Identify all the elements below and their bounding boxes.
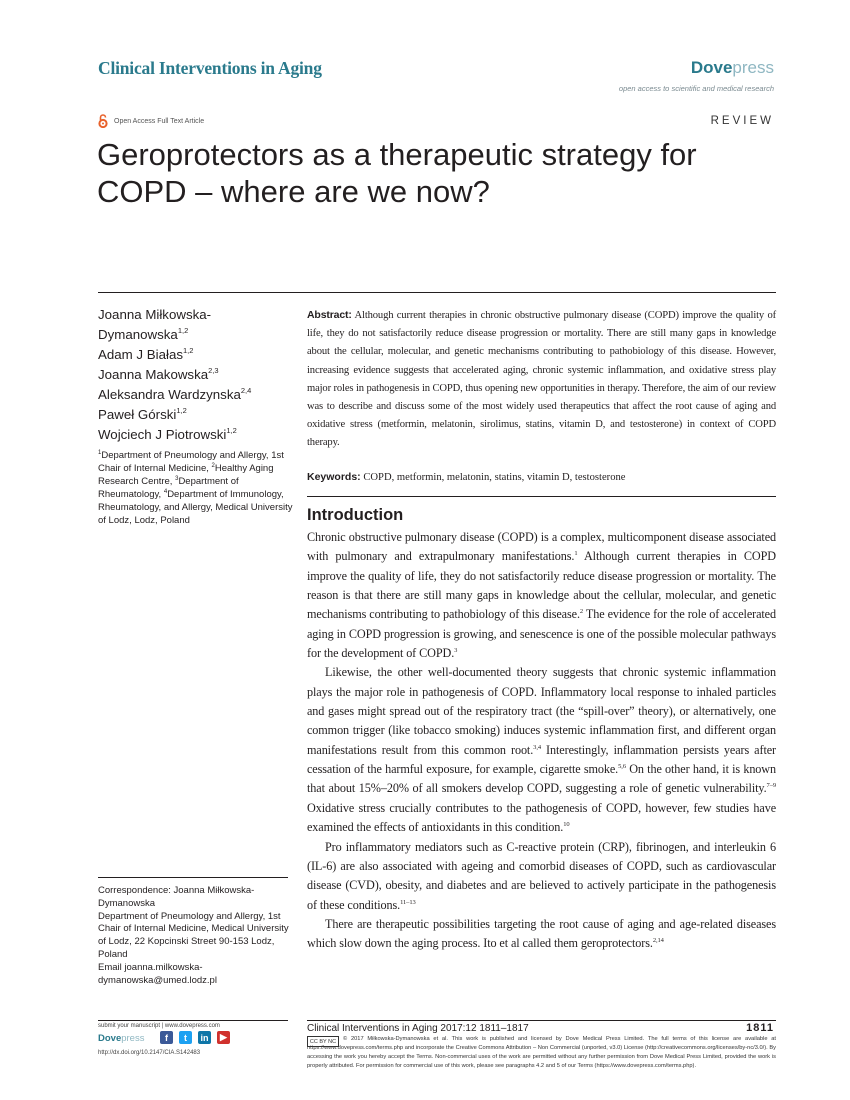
open-access-label: Open Access Full Text Article — [114, 117, 205, 125]
divider — [307, 1020, 776, 1021]
author: Paweł Górski$^{1,2}$ — [98, 406, 187, 422]
keywords-text: COPD, metformin, melatonin, statins, vitamin D, testosterone — [363, 472, 626, 483]
page-number: 1811 — [746, 1022, 774, 1034]
author: Joanna Miłkowska- — [98, 307, 212, 322]
facebook-icon[interactable]: f — [160, 1031, 173, 1044]
youtube-icon[interactable]: ▶ — [217, 1031, 230, 1044]
author: Wojciech J Piotrowski$^{1,2}$ — [98, 426, 237, 442]
divider — [98, 877, 288, 878]
article-title: Geroprotectors as a therapeutic strategy for COPD – where are we now? — [97, 137, 697, 209]
submit-manuscript-link[interactable]: submit your manuscript | www.dovepress.com — [98, 1023, 220, 1029]
abstract-label: Abstract: — [307, 309, 352, 321]
publisher-logo: Dovepress — [690, 58, 774, 77]
divider — [98, 292, 776, 293]
paragraph: There are therapeutic possibilities targeting the root cause of aging and age-related diseases which slow down the aging process. Ito et al called them geroprotectors.$^{2,14}$ — [307, 916, 776, 951]
author: Adam J Białas$^{1,2}$ — [98, 346, 194, 362]
author: Dymanowska$^{1,2}$ — [98, 326, 189, 342]
divider — [307, 496, 776, 497]
body-text — [307, 528, 776, 954]
footer-publisher-logo: Dovepress — [98, 1033, 145, 1044]
doi-link[interactable]: http://dx.doi.org/10.2147/CIA.S142483 — [98, 1050, 201, 1056]
correspondence-address: Department of Pneumology and Allergy, 1st Chair of Internal Medicine, Medical University of Lodz, 22 Kopcinski Street 90-153 Lodz, Poland — [98, 910, 289, 960]
linkedin-icon[interactable]: in — [198, 1031, 211, 1044]
author-list — [98, 305, 293, 445]
correspondence-name: Correspondence: Joanna Miłkowska-Dymanowska — [98, 885, 255, 909]
author: Joanna Makowska$^{2,3}$ — [98, 366, 219, 382]
license-text: © 2017 Miłkowska-Dymanowska et al. This work is published and licensed by Dove Medical Press Limited. The full terms of this license are available at https://www.dovepress.com/terms.php and incorporate the Creative Commons Attribution – Non Commercial (unported, v3.0) License (http://creativecommons.org/licenses/by-nc/3.0/). By accessing the work you hereby accept the Terms. Non-commercial uses of the work are permitted without any further permission from Dove Medical Press Limited, provided the work is properly attributed. For permission for commercial use of this work, please see paragraphs 4.2 and 5 of our Terms (https://www.dovepress.com/terms.php). — [307, 1036, 776, 1069]
article-type: REVIEW — [710, 115, 774, 127]
publisher-tagline: open access to scientific and medical research — [618, 84, 774, 93]
affiliations: $^1$Department of Pneumology and Allergy, 1st Chair of Internal Medicine, $^2$Healthy Aging Research Centre, $^3$Department of Rheumatology, $^4$Department of Immunology, Rheumatology, and Allergy, Medical University of Lodz, Lodz, Poland — [98, 450, 293, 526]
creative-commons-icon: CC BY NC — [307, 1036, 339, 1047]
paragraph: Pro inflammatory mediators such as C-reactive protein (CRP), fibrinogen, and interleukin 6 (IL-6) are also associated with ageing and comorbid diseases of COPD, such as cardiovascular disease (CVD), obesity, and diabetes and are believed to actively participate in the pathogenesis of these conditions.$^{11-13}$ — [307, 839, 776, 912]
twitter-icon[interactable]: t — [179, 1031, 192, 1044]
paragraph: Chronic obstructive pulmonary disease (COPD) is a complex, multicomponent disease associated with pulmonary and extrapulmonary manifestations.$^1$ Although current therapies in COPD improve the quality of life, they do not satisfactorily reduce disease progression or mortality. The reason is that there are still many gaps in knowledge about the cellular, molecular, and genetic mechanisms contributing to pathobiology of this disease.$^2$ The evidence for the role of accelerated aging in COPD progression is growing, and senescence is one of the possible molecular pathways for the development of COPD.$^3$ — [307, 530, 777, 661]
correspondence-email[interactable]: Email joanna.milkowska-dymanowska@umed.lodz.pl — [98, 961, 217, 986]
abstract-text: Although current therapies in chronic obstructive pulmonary disease (COPD) improve the quality of life, they do not satisfactorily reduce disease progression or mortality. There are still many gaps in knowledge about the cellular, molecular, and genetic mechanisms contributing to pathobiology of this disease. However, increasing evidence suggests that accelerated aging, chronic systemic inflammation, and oxidative stress play major roles in pathogenesis in COPD, thus opening new opportunities in therapy. Therefore, the aim of our review was to describe and discuss some of the most widely used therapeutics that affect the root cause of aging and oxidative stress (metformin, melatonin, sirolimus, statins, vitamin D, and testosterone) in context of COPD therapy. — [307, 310, 776, 449]
author: Aleksandra Wardzynska$^{2,4}$ — [98, 386, 252, 402]
open-access-row — [98, 114, 204, 128]
keywords-label: Keywords: — [307, 471, 361, 483]
abstract — [307, 306, 776, 453]
section-heading: Introduction — [307, 506, 404, 524]
divider — [98, 1020, 288, 1021]
footer-citation: Clinical Interventions in Aging 2017:12 1811–1817 — [307, 1023, 529, 1034]
open-access-lock-icon — [98, 114, 108, 128]
keywords — [307, 468, 776, 487]
journal-title: Clinical Interventions in Aging — [98, 58, 322, 78]
correspondence — [98, 885, 293, 987]
social-links — [160, 1031, 230, 1044]
paragraph: Likewise, the other well-documented theory suggests that chronic systemic inflammation plays the major role in pathogenesis of COPD. Inflammatory local response to inhaled particles and gases might spread out of the respiratory tract (the “spill-over” theory), or alternatively, one common trigger (like tobacco smoking) induces systemic inflammation first, and different organ manifestations result from this common root.$^{3,4}$ Interestingly, inflammation persists years after cessation of the harmful exposure, for example, cigarette smoke.$^{5,6}$ On the other hand, it is known that about 15%–20% of all smokers develop COPD, suggesting a role of genetic vulnerability.$^{7-9}$ Oxidative stress crucially contributes to the pathogenesis of COPD, however, few studies have examined the effects of antioxidants in this condition.$^{10}$ — [307, 665, 776, 835]
